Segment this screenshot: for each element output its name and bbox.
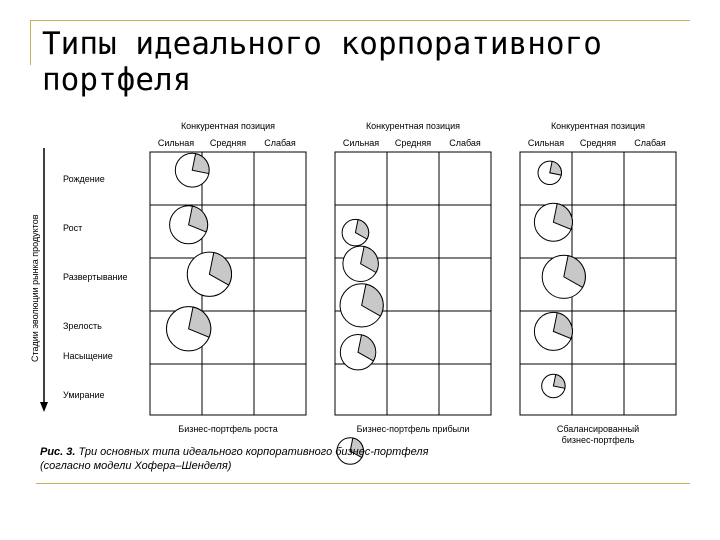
- bubble-share-sector: [553, 375, 565, 389]
- slide-title: Типы идеального корпоративного портфеля: [42, 26, 602, 98]
- column-header: Конкурентная позиция: [550, 121, 646, 131]
- row-label: Рост: [63, 223, 83, 233]
- column-label: Средняя: [394, 138, 432, 148]
- y-axis-arrowhead: [40, 402, 48, 412]
- column-label: Слабая: [449, 138, 481, 148]
- bubble-share-sector: [192, 154, 209, 174]
- row-label: Зрелость: [63, 321, 102, 331]
- y-axis-label: Стадии эволюции рынка продуктов: [30, 214, 40, 362]
- caption-text: Три основных типа идеального корпоративного бизнес-портфеля: [78, 446, 429, 458]
- column-label: Сильная: [157, 138, 195, 148]
- panel-name: Сбалансированный: [556, 424, 640, 434]
- row-label: Развертывание: [63, 272, 128, 282]
- figure-caption: [40, 445, 540, 473]
- caption-line2: (согласно модели Хофера–Шенделя): [40, 460, 232, 472]
- row-label: Рождение: [63, 174, 105, 184]
- column-label: Сильная: [342, 138, 380, 148]
- column-label: Средняя: [209, 138, 247, 148]
- column-label: Сильная: [527, 138, 565, 148]
- grid-border: [335, 152, 491, 415]
- caption-prefix: Рис. 3.: [40, 446, 76, 458]
- row-label: Насыщение: [63, 351, 113, 361]
- bubble-share-sector: [550, 161, 562, 175]
- panel-name: Бизнес-портфель роста: [178, 424, 278, 434]
- panel-name-line2: бизнес-портфель: [561, 435, 635, 445]
- column-label: Средняя: [579, 138, 617, 148]
- panel-name: Бизнес-портфель прибыли: [356, 424, 470, 434]
- column-label: Слабая: [264, 138, 296, 148]
- column-header: Конкурентная позиция: [365, 121, 461, 131]
- row-label: Умирание: [63, 390, 105, 400]
- column-label: Слабая: [634, 138, 666, 148]
- column-header: Конкурентная позиция: [180, 121, 276, 131]
